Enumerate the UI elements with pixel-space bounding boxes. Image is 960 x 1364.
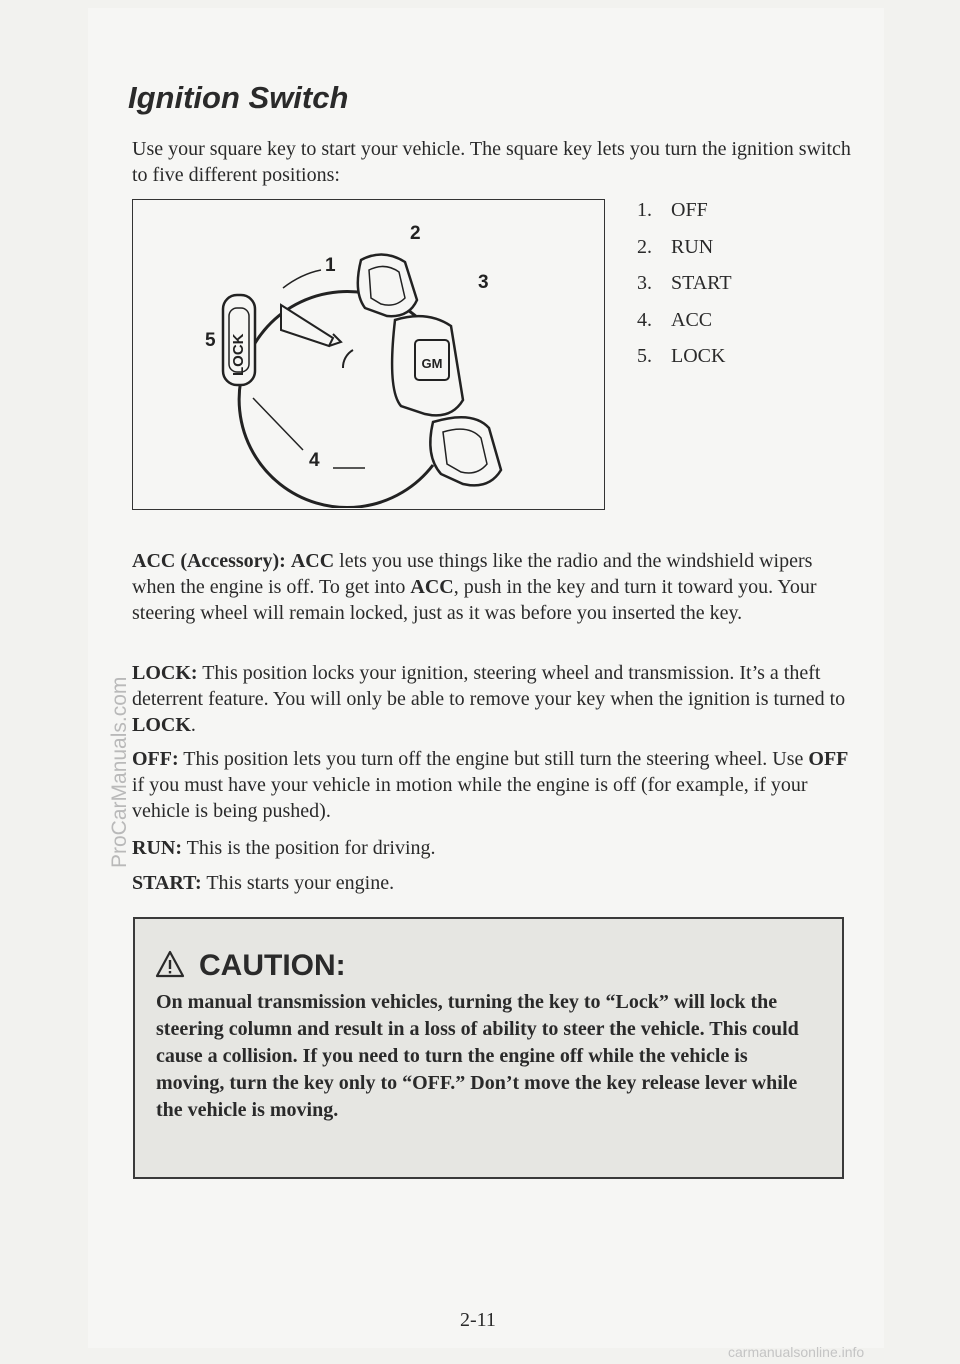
- page-title: Ignition Switch: [128, 80, 349, 115]
- callout-3: 3: [478, 272, 489, 293]
- callout-5: 5: [205, 330, 216, 351]
- off-description: OFF: This position lets you turn off the engine but still turn the steering wheel. Use OFF if you must have your vehicle in motion while the engine is off (for example, if your vehicle is being pushed).: [132, 748, 849, 822]
- callout-1: 1: [325, 255, 336, 276]
- warning-triangle-icon: [155, 950, 185, 978]
- list-item: 5. LOCK: [637, 345, 726, 367]
- ignition-switch-diagram: [132, 199, 605, 510]
- run-description: RUN: This is the position for driving.: [132, 837, 436, 859]
- caution-heading: CAUTION:: [155, 949, 346, 983]
- callout-2: 2: [410, 223, 421, 244]
- intro-paragraph: Use your square key to start your vehicle. The square key lets you turn the ignition switch to five different positions:: [132, 138, 851, 186]
- acc-description: ACC (Accessory): ACC lets you use things like the radio and the windshield wipers when the engine is off. To get into ACC, push in the key and turn it toward you. Your steering wheel will remain locked, just as it was before you inserted the key.: [132, 550, 817, 624]
- list-item: 3. START: [637, 272, 732, 294]
- caution-box: [133, 917, 844, 1179]
- list-item: 2. RUN: [637, 235, 714, 258]
- position-list: [637, 196, 732, 379]
- page-number: 2-11: [460, 1309, 496, 1331]
- caution-text: On manual transmission vehicles, turning the key to “Lock” will lock the steering column and result in a loss of ability to steer the vehicle. This could cause a collision. If you need to turn the engine off while the vehicle is moving, turn the key only to “OFF.” Don’t move the key release lever while the vehicle is moving.: [156, 991, 799, 1121]
- site-watermark: carmanualsonline.info: [728, 1344, 865, 1360]
- list-item: 4. ACC: [637, 308, 713, 331]
- lock-lever-label: LOCK: [230, 333, 247, 376]
- watermark-text: ProCarManuals.com: [108, 676, 131, 868]
- callout-4: 4: [309, 450, 320, 471]
- gm-logo-text: GM: [421, 356, 443, 371]
- list-item: 1. OFF: [637, 199, 708, 221]
- start-description: START: This starts your engine.: [132, 872, 395, 894]
- lock-description: LOCK: This position locks your ignition, steering wheel and transmission. It’s a theft deterrent feature. You will only be able to remove your key when the ignition is turned to LOCK.: [132, 662, 846, 736]
- ignition-switch-illustration: [133, 200, 603, 508]
